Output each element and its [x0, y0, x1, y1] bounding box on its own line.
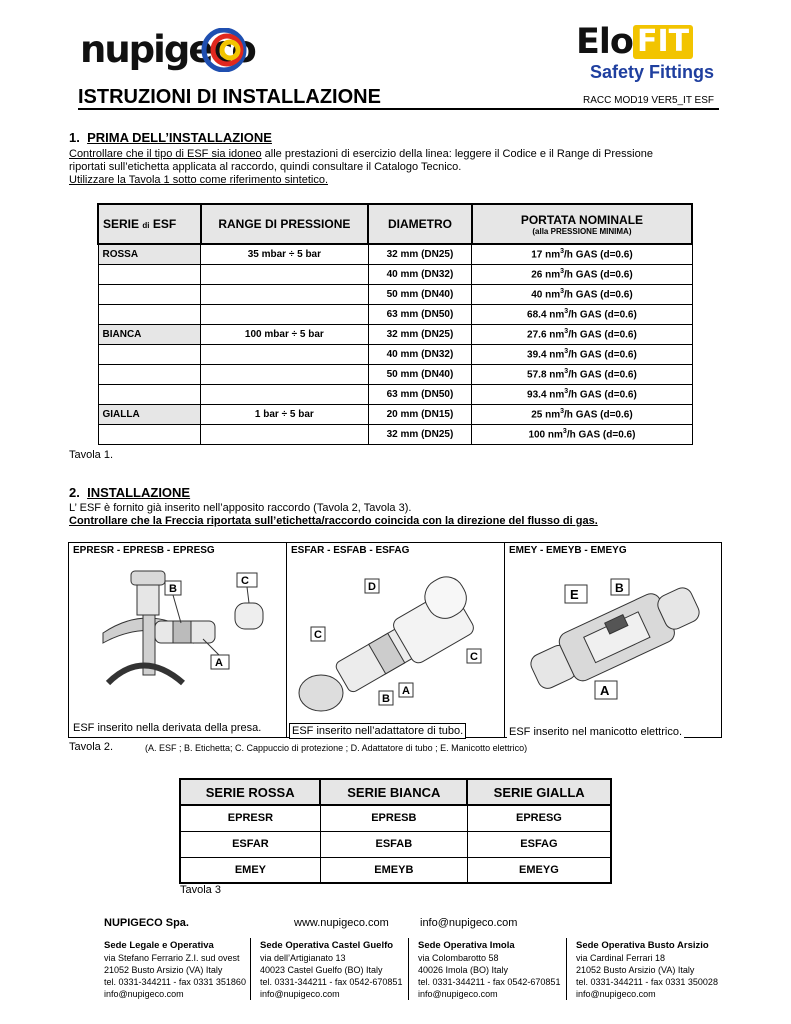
label-b: B [615, 581, 624, 595]
table-row [98, 384, 692, 404]
cell-serie [98, 304, 201, 324]
office-imola: Sede Operativa Imola via Colombarotto 58 40026 Imola (BO) Italy tel. 0331-344211 - fax 0542-670851 info@nupigeco.com [418, 940, 561, 999]
office-legale: Sede Legale e Operativa via Stefano Ferrario Z.I. sud ovest 21052 Busto Arsizio (VA) Italy tel. 0331-344211 - fax 0331 351860 info@nupigeco.com [104, 940, 246, 999]
cell-range [201, 364, 368, 384]
section2-heading: 2. INSTALLAZIONE [69, 485, 191, 500]
manicotto-drawing-icon [509, 563, 719, 713]
cell-serie [98, 264, 201, 284]
label-b: B [382, 693, 390, 705]
cell-serie [98, 364, 201, 384]
tavola3-caption: Tavola 3 [180, 884, 221, 896]
header-portata: PORTATA NOMINALE (alla PRESSIONE MINIMA) [472, 204, 692, 244]
office-busto-arsizio: Sede Operativa Busto Arsizio via Cardinal Ferrari 18 21052 Busto Arsizio (VA) Italy tel. 0331-344211 - fax 0331 350028 info@nupigeco.com [576, 940, 718, 999]
label-c: C [314, 629, 322, 641]
cell-portata: 57.8 $nm^3/h$ GAS (d=0.6) [472, 364, 692, 384]
label-a: A [215, 657, 223, 669]
cell-range [201, 284, 368, 304]
label-a: A [402, 685, 410, 697]
cell-portata: 26 $nm^3/h$ GAS (d=0.6) [472, 264, 692, 284]
header-serie-rossa: SERIE ROSSA [180, 779, 320, 805]
series-table [179, 778, 612, 884]
cell-diametro: 40 mm (DN32) [368, 264, 472, 284]
figure-presa: EPRESR - EPRESB - EPRESG C B A ESF inserito nella derivata della presa. [69, 543, 287, 737]
table-row [98, 344, 692, 364]
table-row [98, 324, 692, 344]
document-code: RACC MOD19 VER5_IT ESF [583, 95, 714, 106]
safety-fittings-tagline: Safety Fittings [589, 62, 714, 82]
cell-diametro: 32 mm (DN25) [368, 324, 472, 344]
section2-text: L’ ESF è fornito già inserito nell’apposito raccordo (Tavola 2, Tavola 3). Controllare che la Freccia riportata sull’etichetta/raccordo coincida con la direzione del flusso di gas. [69, 502, 598, 527]
label-b: B [169, 583, 177, 595]
cell-portata: 25 $nm^3/h$ GAS (d=0.6) [472, 404, 692, 424]
cell-serie [98, 424, 201, 444]
cell-portata: 68.4 $nm^3/h$ GAS (d=0.6) [472, 304, 692, 324]
table-row: ESFAR ESFAB ESFAG [180, 831, 611, 857]
cell-range [201, 344, 368, 364]
footer-divider [408, 938, 409, 1000]
cell-portata: 93.4 $nm^3/h$ GAS (d=0.6) [472, 384, 692, 404]
table-row [98, 424, 692, 444]
cell-serie [98, 384, 201, 404]
table-row [98, 304, 692, 324]
cell-serie: GIALLA [98, 404, 201, 424]
cell-portata: 17 $nm^3/h$ GAS (d=0.6) [472, 244, 692, 264]
cell-diametro: 50 mm (DN40) [368, 364, 472, 384]
header-serie-gialla: SERIE GIALLA [467, 779, 611, 805]
cell-portata: 39.4 $nm^3/h$ GAS (d=0.6) [472, 344, 692, 364]
nupigeco-logo-circles-icon [198, 28, 250, 72]
header-range: RANGE DI PRESSIONE [201, 204, 368, 244]
table-row [98, 404, 692, 424]
presa-drawing-icon [73, 563, 283, 703]
pressure-range-table [97, 203, 693, 445]
cell-range: 35 mbar ÷ 5 bar [201, 244, 368, 264]
table-row: EMEY EMEYB EMEYG [180, 857, 611, 883]
cell-range: 1 bar ÷ 5 bar [201, 404, 368, 424]
cell-portata: 27.6 $nm^3/h$ GAS (d=0.6) [472, 324, 692, 344]
cell-diametro: 32 mm (DN25) [368, 424, 472, 444]
cell-diametro: 63 mm (DN50) [368, 384, 472, 404]
nupigeco-logo: nupigeco [80, 28, 255, 71]
cell-range [201, 264, 368, 284]
label-a: A [600, 683, 610, 698]
section1-heading: 1. PRIMA DELL’INSTALLAZIONE [69, 130, 272, 145]
cell-diametro: 50 mm (DN40) [368, 284, 472, 304]
table-row: EPRESR EPRESB EPRESG [180, 805, 611, 831]
email-link[interactable]: info@nupigeco.com [420, 917, 518, 929]
figure-manicotto: EMEY - EMEYB - EMEYG E B A ESF inserito nel manicotto elettrico. [505, 543, 721, 737]
header-serie: SERIE di ESF [98, 204, 201, 244]
figure-adattatore: ESFAR - ESFAB - ESFAG D C C A B ESF inserito nell’adattatore di tubo. [287, 543, 505, 737]
table-row [98, 364, 692, 384]
footer-divider [250, 938, 251, 1000]
cell-serie [98, 344, 201, 364]
label-c: C [470, 651, 478, 663]
cell-diametro: 32 mm (DN25) [368, 244, 472, 264]
cell-diametro: 20 mm (DN15) [368, 404, 472, 424]
label-c: C [241, 575, 249, 587]
cell-portata: 40 $nm^3/h$ GAS (d=0.6) [472, 284, 692, 304]
cell-serie: ROSSA [98, 244, 201, 264]
label-d: D [368, 581, 376, 593]
elofit-logo: Elo FIT [576, 22, 716, 62]
company-name: NUPIGECO Spa. [104, 917, 189, 929]
tavola2-caption: Tavola 2. [69, 741, 114, 753]
cell-diametro: 63 mm (DN50) [368, 304, 472, 324]
section1-text: Controllare che il tipo di ESF sia idoneo alle prestazioni di esercizio della linea: leggere il Codice e il Range di Pressione riportati sull’etichetta applicata al raccordo, quindi consultare il Catalogo Tecnico. Utilizzare la Tavola 1 sotto come riferimento sintetico. [69, 148, 653, 186]
cell-serie: BIANCA [98, 324, 201, 344]
table-row [98, 264, 692, 284]
cell-diametro: 40 mm (DN32) [368, 344, 472, 364]
label-e: E [570, 587, 579, 602]
installation-figures [68, 542, 722, 738]
page-title: ISTRUZIONI DI INSTALLAZIONE [78, 86, 381, 108]
header-divider [78, 108, 719, 110]
cell-serie [98, 284, 201, 304]
cell-range [201, 424, 368, 444]
office-castel-guelfo: Sede Operativa Castel Guelfo via dell’Artigianato 13 40023 Castel Guelfo (BO) Italy tel. 0331-344211 - fax 0542-670851 info@nupigeco.com [260, 940, 403, 999]
cell-range [201, 384, 368, 404]
header-diametro: DIAMETRO [368, 204, 472, 244]
cell-portata: 100 $nm^3/h$ GAS (d=0.6) [472, 424, 692, 444]
adattatore-drawing-icon [291, 563, 501, 713]
cell-range [201, 304, 368, 324]
website-link[interactable]: www.nupigeco.com [294, 917, 389, 929]
cell-range: 100 mbar ÷ 5 bar [201, 324, 368, 344]
table-row [98, 244, 692, 264]
footer-divider [566, 938, 567, 1000]
table-row [98, 284, 692, 304]
tavola2-legend: (A. ESF ; B. Etichetta; C. Cappuccio di protezione ; D. Adattatore di tubo ; E. Manicotto elettrico) [145, 743, 528, 753]
tavola1-caption: Tavola 1. [69, 449, 114, 461]
header-serie-bianca: SERIE BIANCA [320, 779, 467, 805]
